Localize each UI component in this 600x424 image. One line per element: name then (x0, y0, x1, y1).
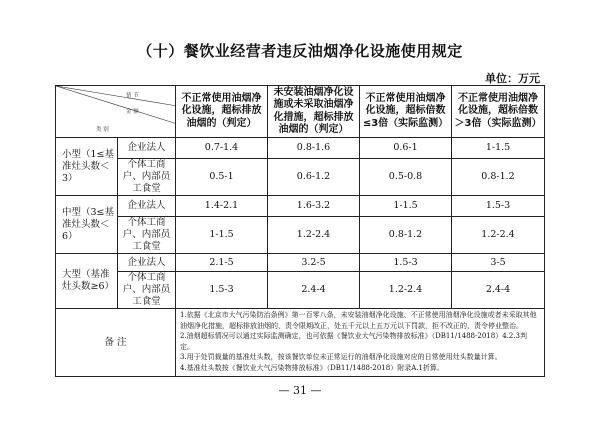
corner-diagonals (56, 86, 175, 137)
group-label-small: 小型（1≤基准灶头数＜3） (56, 138, 118, 196)
value-cell: 0.6-1 (360, 138, 452, 159)
value-cell: 1.5-3 (360, 254, 452, 272)
table-row (56, 272, 545, 309)
notes-label: 备 注 (56, 309, 176, 377)
notes-row (56, 309, 545, 377)
table-row (56, 217, 545, 254)
value-cell: 1.4-2.1 (176, 196, 268, 217)
note-item: 1.依据《北京市大气污染防治条例》第一百零八条，未安装油烟净化设施、不正常使用油烟净化设施或者未采取其他油烟净化措施，超标排放油烟的，责令限期改正，处五千元以上五万元以下罚款，拒不改正的，责令停业整治。 (180, 311, 537, 330)
value-cell: 0.5-1 (176, 159, 268, 196)
header-row (56, 86, 545, 138)
value-cell: 0.7-1.4 (176, 138, 268, 159)
table-row (56, 254, 545, 272)
table-row (56, 196, 545, 217)
note-item: 3.用于处罚裁量的基准灶头数，按该餐饮单位未正常运行的油烟净化设施对应的日常使用灶头数量计算。 (180, 353, 502, 361)
type-cell: 企业法人 (118, 254, 176, 272)
page-number: — 31 — (278, 384, 322, 397)
value-cell: 1.6-3.2 (268, 196, 360, 217)
unit-label: 单位：万元 (485, 72, 540, 85)
page-title: （十）餐饮业经营者违反油烟净化设施使用规定 (137, 42, 463, 60)
header-col-1: 不正常使用油烟净化设施，超标排放油烟的（判定） (176, 86, 268, 138)
value-cell: 3.2-5 (268, 254, 360, 272)
value-cell: 0.5-0.8 (360, 159, 452, 196)
note-item: 4.基准灶头数按《餐饮业大气污染物排放标准》（DB11/1488-2018）附录A.1折算。 (180, 363, 444, 372)
type-cell: 个体工商户、内部员工食堂 (118, 159, 176, 196)
value-cell: 1.2-2.4 (452, 217, 545, 254)
note-item: 2.油烟超标情况可以通过实际监测确定，也可依据《餐饮业大气污染物排放标准》（DB11/1488-2018）4.2.3判定。 (180, 332, 528, 351)
corner-cell (56, 86, 176, 138)
type-cell: 企业法人 (118, 196, 176, 217)
value-cell: 1.2-2.4 (360, 272, 452, 309)
value-cell: 1.5-3 (452, 196, 545, 217)
notes-cell (176, 309, 545, 377)
value-cell: 0.8-1.6 (268, 138, 360, 159)
value-cell: 1-1.5 (360, 196, 452, 217)
corner-label-amount: 金 额 (126, 109, 139, 115)
corner-label-category: 类 别 (96, 127, 109, 133)
group-label-large: 大型（基准灶头数≥6） (56, 254, 118, 309)
value-cell: 0.8-1.2 (452, 159, 545, 196)
corner-label-plot: 情 节 (126, 93, 139, 99)
header-col-4: 不正常使用油烟净化设施，超标倍数＞3倍（实际监测） (452, 86, 545, 138)
header-col-3: 不正常使用油烟净化设施，超标倍数≤3倍（实际监测） (360, 86, 452, 138)
type-cell: 个体工商户、内部员工食堂 (118, 272, 176, 309)
value-cell: 0.8-1.2 (360, 217, 452, 254)
header-col-2: 未安装油烟净化设施或未采取油烟净化措施，超标排放油烟的（判定） (268, 86, 360, 138)
value-cell: 1-1.5 (176, 217, 268, 254)
value-cell: 1.2-2.4 (268, 217, 360, 254)
group-label-medium: 中型（3≤基准灶头数＜6） (56, 196, 118, 254)
penalty-table (55, 85, 545, 377)
value-cell: 2.1-5 (176, 254, 268, 272)
value-cell: 3-5 (452, 254, 545, 272)
value-cell: 2.4-4 (268, 272, 360, 309)
table-row (56, 159, 545, 196)
value-cell: 1-1.5 (452, 138, 545, 159)
value-cell: 1.5-3 (176, 272, 268, 309)
value-cell: 0.6-1.2 (268, 159, 360, 196)
table-row (56, 138, 545, 159)
type-cell: 企业法人 (118, 138, 176, 159)
value-cell: 2.4-4 (452, 272, 545, 309)
type-cell: 个体工商户、内部员工食堂 (118, 217, 176, 254)
